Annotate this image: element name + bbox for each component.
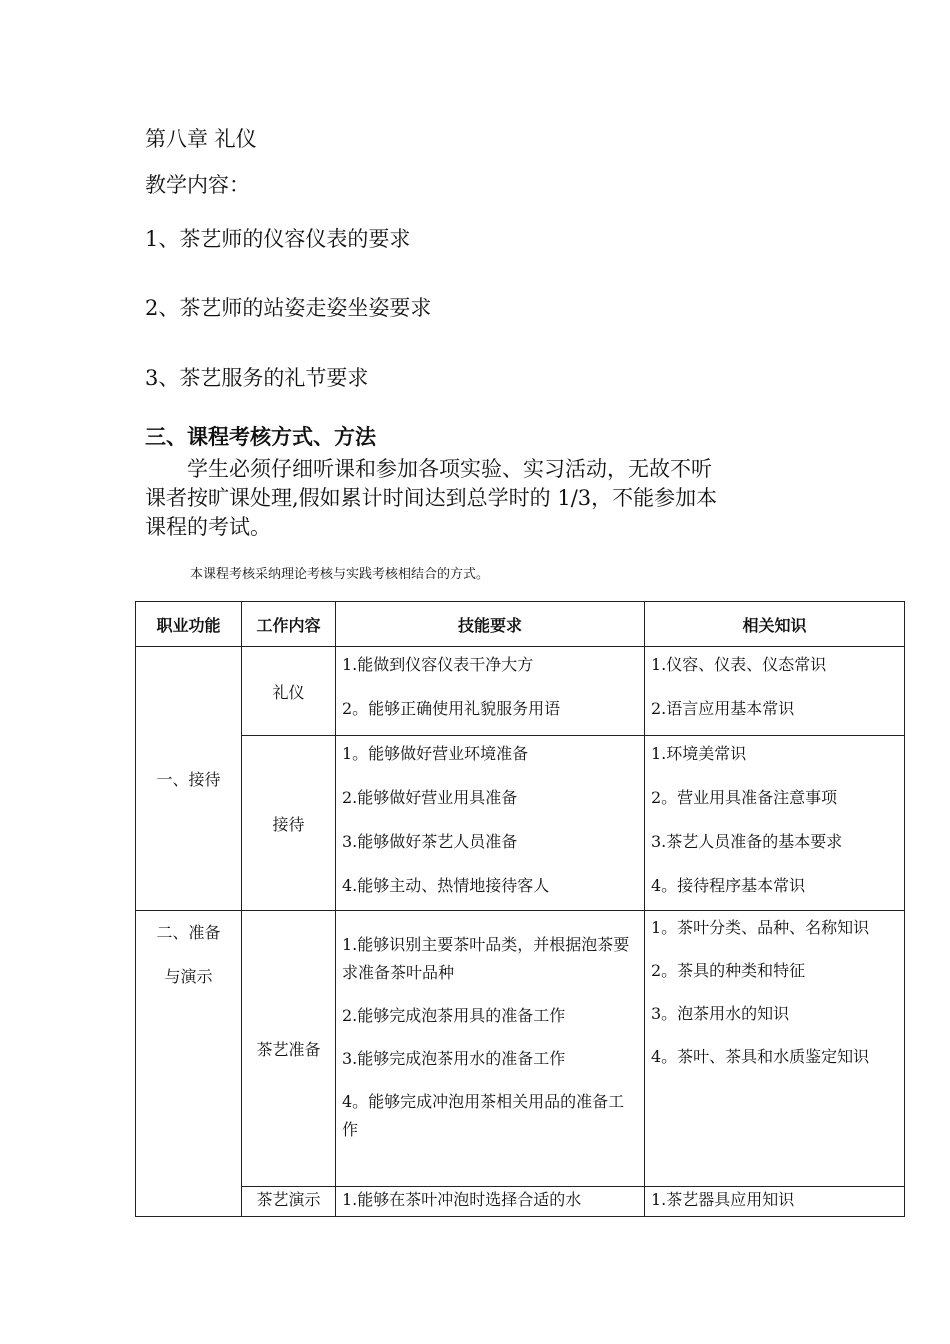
header-function: 职业功能: [136, 602, 242, 647]
skill-item: 1.能够识别主要茶叶品类，并根据泡茶要求准备茶叶品种: [342, 935, 630, 982]
function-preparation: [136, 911, 242, 1217]
table-row: [136, 1187, 905, 1217]
function-reception: 一、接待: [136, 647, 242, 911]
assessment-paragraph: [145, 455, 805, 542]
work-tea-demo: 茶艺演示: [242, 1187, 336, 1217]
skills-cell: [336, 736, 645, 911]
header-knowledge: 相关知识: [645, 602, 905, 647]
work-reception: 接待: [242, 736, 336, 911]
knowledge-item: 1。茶叶分类、品种、名称知识: [651, 918, 870, 937]
assessment-note: 本课程考核采纳理论考核与实践考核相结合的方式。: [190, 567, 490, 582]
paragraph-line-2: 课者按旷课处理,假如累计时间达到总学时的 1/3，不能参加本: [145, 486, 718, 510]
table-row: [136, 911, 905, 1187]
knowledge-cell: [645, 647, 905, 736]
chapter-title: 第八章 礼仪: [145, 127, 257, 151]
paragraph-line-1: 学生必须仔细听课和参加各项实验、实习活动，无故不听: [187, 457, 712, 481]
function-preparation-line2: 与演示: [164, 967, 213, 986]
knowledge-item: 2。营业用具准备注意事项: [651, 788, 838, 807]
table-row: [136, 647, 905, 736]
knowledge-cell: [645, 1187, 905, 1217]
skills-table: [135, 601, 905, 1217]
knowledge-item: 1.环境美常识: [651, 744, 747, 763]
skill-item: 2.能够做好营业用具准备: [342, 788, 518, 807]
knowledge-item: 4。茶叶、茶具和水质鉴定知识: [651, 1047, 870, 1066]
skill-item: 1.能够在茶叶冲泡时选择合适的水: [342, 1190, 582, 1209]
knowledge-item: 3。泡茶用水的知识: [651, 1004, 790, 1023]
function-preparation-line1: 二、准备: [156, 923, 221, 942]
knowledge-item: 1.仪容、仪表、仪态常识: [651, 655, 827, 674]
knowledge-item: 2。茶具的种类和特征: [651, 961, 806, 980]
content-item-1: 1、茶艺师的仪容仪表的要求: [145, 227, 411, 251]
skills-cell: [336, 1187, 645, 1217]
content-item-3: 3、茶艺服务的礼节要求: [145, 366, 369, 390]
section-heading: 三、课程考核方式、方法: [145, 424, 376, 449]
skill-item: 2.能够完成泡茶用具的准备工作: [342, 1006, 566, 1025]
knowledge-cell: [645, 736, 905, 911]
skill-item: 3.能够做好茶艺人员准备: [342, 832, 518, 851]
knowledge-item: 2.语言应用基本常识: [651, 699, 795, 718]
table-row: [136, 736, 905, 911]
work-tea-preparation: 茶艺准备: [242, 911, 336, 1187]
skill-item: 4。能够完成冲泡用茶相关用品的准备工作: [342, 1092, 625, 1139]
skill-item: 1。能够做好营业环境准备: [342, 744, 529, 763]
content-item-2: 2、茶艺师的站姿走姿坐姿要求: [145, 296, 432, 320]
header-work: 工作内容: [242, 602, 336, 647]
knowledge-cell: [645, 911, 905, 1187]
skills-cell: [336, 647, 645, 736]
paragraph-line-3: 课程的考试。: [145, 515, 271, 539]
knowledge-item: 1.茶艺器具应用知识: [651, 1190, 795, 1209]
skill-item: 4.能够主动、热情地接待客人: [342, 876, 550, 895]
skill-item: 2。能够正确使用礼貌服务用语: [342, 699, 561, 718]
table-header-row: [136, 602, 905, 647]
header-skills: 技能要求: [336, 602, 645, 647]
teaching-content-label: 教学内容：: [145, 173, 250, 197]
knowledge-item: 4。接待程序基本常识: [651, 876, 806, 895]
skill-item: 3.能够完成泡茶用水的准备工作: [342, 1049, 566, 1068]
work-etiquette: 礼仪: [242, 647, 336, 736]
knowledge-item: 3.茶艺人员准备的基本要求: [651, 832, 843, 851]
skills-cell: [336, 911, 645, 1187]
skill-item: 1.能做到仪容仪表干净大方: [342, 655, 534, 674]
